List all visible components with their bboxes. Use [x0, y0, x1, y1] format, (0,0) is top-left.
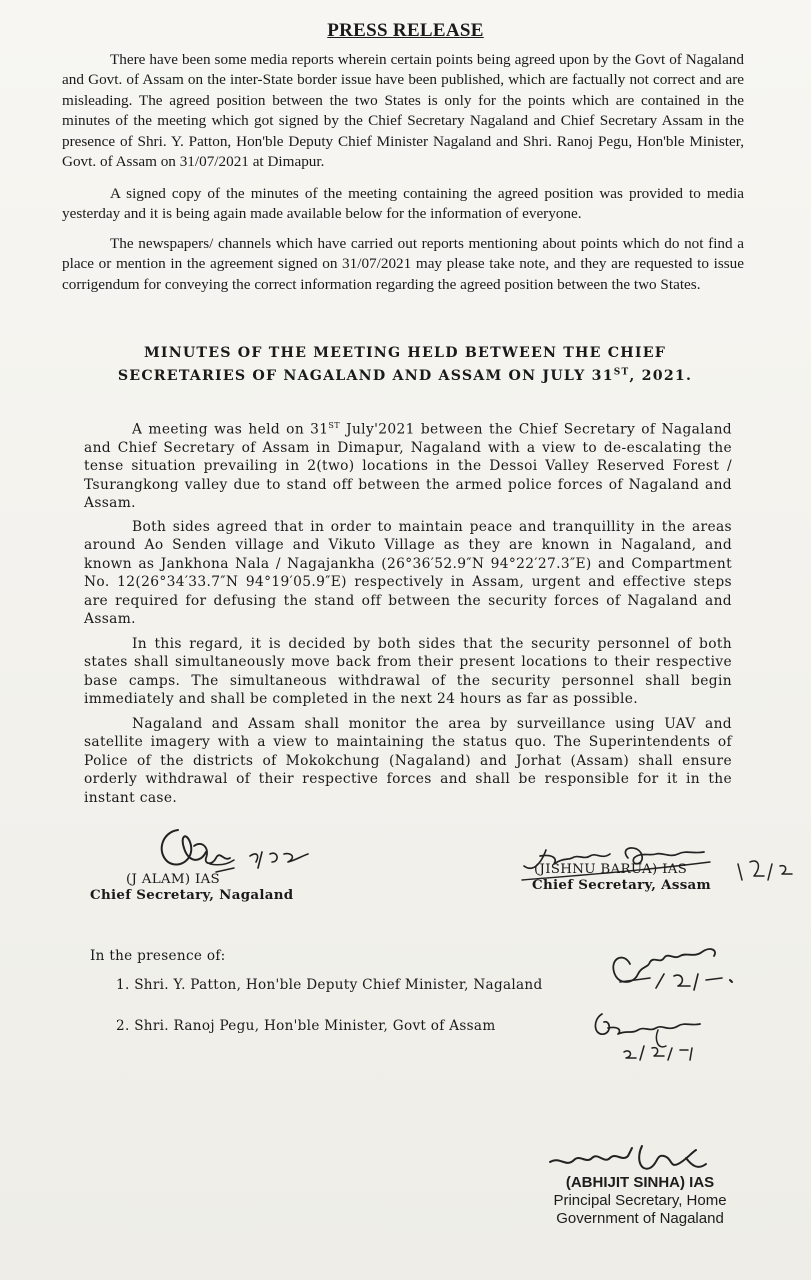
signatory-left-name: (J ALAM) IAS — [126, 872, 221, 887]
minutes-paragraph-1: A meeting was held on 31ST July'2021 between the Chief Secretary of Nagaland and Chief Secretary of Assam in Dimapur, Nagaland with a view to de-escalating the tense situation prevailing in 2(two) locations in the Dessoi Valley Reserved Forest / Tsurangkong valley due to stand off between the armed police forces of Nagaland and Assam. — [84, 421, 732, 512]
signatory-right-name: (JISHNU BARUA) IAS — [534, 862, 688, 877]
minutes-title-line-2: SECRETARIES OF NAGALAND AND ASSAM ON JULY 31ST, 2021. — [117, 367, 693, 384]
press-paragraph-2: A signed copy of the minutes of the meeting containing the agreed position was provided to media yesterday and it is being again made available below for the information of everyone. — [62, 185, 744, 223]
minutes-paragraph-2: Both sides agreed that in order to maintain peace and tranquillity in the areas around Ao Senden village and Vikuto Village as they are known in Nagaland, and known as Jankhona Nala / Nagajankha (26°36′52.9″N 94°22′27.3″E) and Compartment No. 12(26°34′33.7″N 94°19′05.9″E) respectively in Assam, urgent and effective steps are required for defusing the stand off between the security forces of Nagaland and Assam. — [84, 519, 732, 628]
minutes-paragraph-3: In this regard, it is decided by both sides that the security personnel of both states shall simultaneously move back from their present locations to their respective base camps. The simultaneous withdrawal of the security personnel shall begin immediately and shall be completed in the next 24 hours as far as possible. — [84, 636, 732, 708]
signatory-left-title: Chief Secretary, Nagaland — [90, 887, 294, 903]
home-secretary-org: Government of Nagaland — [556, 1210, 724, 1227]
presence-item-patton: 1. Shri. Y. Patton, Hon'ble Deputy Chief Minister, Nagaland — [116, 977, 543, 993]
press-paragraph-3: The newspapers/ channels which have carried out reports mentioning about points which do not find a place or mention in the agreement signed on 31/07/2021 may please take note, and they are requested to issue corrigendum for conveying the correct information regarding the agreed position between the two States. — [62, 235, 744, 293]
signatory-left — [90, 872, 293, 903]
minutes-title — [60, 344, 750, 386]
home-secretary-title: Principal Secretary, Home — [553, 1192, 727, 1209]
signatory-right — [532, 862, 711, 893]
presence-item-pegu: 2. Shri. Ranoj Pegu, Hon'ble Minister, Govt of Assam — [116, 1018, 496, 1034]
press-paragraph-1: There have been some media reports wherein certain points being agreed upon by the Govt of Nagaland and Govt. of Assam on the inter-State border issue have been published, which are factually not correct and are misleading. The agreed position between the two States is only for the points which are contained in the minutes of the meeting which got signed by the Chief Secretary Nagaland and Chief Secretary Assam in the presence of Shri. Y. Patton, Hon'ble Deputy Chief Minister Nagaland and Shri. Ranoj Pegu, Hon'ble Minister, Govt. of Assam on 31/07/2021 at Dimapur. — [62, 51, 744, 171]
signatory-right-title: Chief Secretary, Assam — [532, 877, 711, 893]
home-secretary-name: (ABHIJIT SINHA) IAS — [565, 1174, 715, 1191]
signature-y-patton — [590, 938, 750, 998]
minutes-paragraph-4: Nagaland and Assam shall monitor the area by surveillance using UAV and satellite imagery with a view to maintaining the status quo. The Superintendents of Police of the districts of Mokokchung (Nagaland) and Jorhat (Assam) shall ensure orderly withdrawal of their respective forces and shall be responsible for it in the instant case. — [84, 716, 732, 806]
home-secretary-block — [540, 1174, 740, 1228]
presence-heading: In the presence of: — [90, 948, 226, 964]
press-release-title: PRESS RELEASE — [327, 20, 484, 41]
minutes-title-line-1: MINUTES OF THE MEETING HELD BETWEEN THE CHIEF — [143, 345, 667, 361]
signature-ranoj-pegu — [588, 1000, 718, 1062]
